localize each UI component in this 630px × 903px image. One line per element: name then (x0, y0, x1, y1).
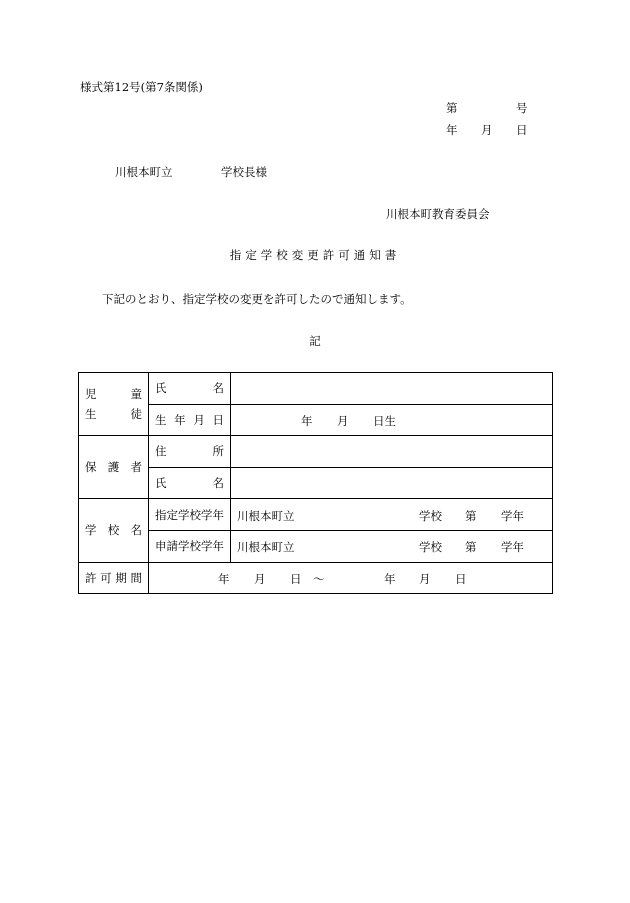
school-word: 学校 (419, 508, 442, 523)
document-number-suffix: 号 (516, 101, 528, 115)
grade-prefix: 第 (465, 508, 477, 523)
date-day: 日 (516, 123, 528, 137)
period-category-cell (79, 562, 149, 594)
guardian-name-label-cell (149, 467, 231, 499)
student-name-field[interactable] (231, 373, 553, 405)
period-label-char: 許 (85, 570, 97, 585)
ki-marker: 記 (309, 334, 321, 348)
date-year: 年 (446, 123, 458, 137)
period-start-month: 月 (254, 571, 266, 586)
town-label: 川根本町立 (237, 540, 295, 555)
birth-year-label: 年 (301, 413, 313, 428)
document-number-prefix: 第 (446, 101, 458, 115)
label-char: 日 (212, 412, 224, 427)
date-month: 月 (481, 123, 493, 137)
requested-school-label: 申請学校学年 (149, 530, 231, 562)
table-row (79, 467, 553, 499)
form-number: 様式第12号(第7条関係) (80, 80, 203, 94)
grade-suffix: 学年 (501, 540, 524, 555)
sender-name: 川根本町教育委員会 (386, 207, 490, 221)
birth-day-label: 日生 (373, 413, 396, 428)
label-char: 名 (212, 381, 224, 396)
designated-school-label: 指定学校学年 (149, 499, 231, 531)
guardian-address-field[interactable] (231, 436, 553, 468)
document-title: 指定学校変更許可通知書 (229, 248, 401, 262)
label-char: 所 (212, 444, 224, 459)
label-char: 氏 (155, 381, 167, 396)
period-label-char: 可 (100, 570, 112, 585)
label-char: 月 (193, 412, 205, 427)
requested-school-field[interactable] (231, 530, 553, 562)
designated-school-field[interactable] (231, 499, 553, 531)
period-end-day: 日 (455, 571, 467, 586)
table-row (79, 373, 553, 405)
birth-month-label: 月 (337, 413, 349, 428)
grade-suffix: 学年 (501, 508, 524, 523)
period-end-month: 月 (419, 571, 431, 586)
addressee-town: 川根本町立 (115, 165, 173, 179)
table-row (79, 436, 553, 468)
body-text: 下記のとおり、指定学校の変更を許可したので通知します。 (102, 292, 412, 306)
student-category-cell (79, 373, 149, 436)
birthdate-field[interactable] (231, 404, 553, 436)
label-char: 住 (155, 444, 167, 459)
school-word: 学校 (419, 540, 442, 555)
details-table (78, 372, 553, 594)
guardian-label-char: 者 (130, 460, 142, 475)
student-label-char: 徒 (130, 407, 142, 422)
period-tilde: ～ (313, 571, 325, 586)
student-label-char: 童 (130, 387, 142, 402)
address-label-cell (149, 436, 231, 468)
period-end-year: 年 (384, 571, 396, 586)
period-field[interactable] (149, 562, 553, 594)
label-char: 名 (212, 476, 224, 491)
guardian-label-char: 保 (85, 460, 97, 475)
grade-prefix: 第 (465, 540, 477, 555)
label-char: 年 (174, 412, 186, 427)
label-char: 生 (155, 412, 167, 427)
period-start-day: 日 (290, 571, 302, 586)
school-category-cell (79, 499, 149, 562)
label-char: 氏 (155, 476, 167, 491)
table-row (79, 562, 553, 594)
table-row (79, 499, 553, 531)
guardian-label-char: 護 (107, 460, 120, 475)
town-label: 川根本町立 (237, 508, 295, 523)
birthdate-label-cell (149, 404, 231, 436)
table-row (79, 404, 553, 436)
student-label-char: 生 (85, 407, 97, 422)
student-label-char: 児 (85, 387, 97, 402)
table-row (79, 530, 553, 562)
school-label-char: 学 (85, 523, 97, 538)
school-label-char: 名 (130, 523, 142, 538)
student-name-label-cell (149, 373, 231, 405)
guardian-name-field[interactable] (231, 467, 553, 499)
school-label-char: 校 (107, 523, 120, 538)
period-label-char: 期 (115, 570, 127, 585)
guardian-category-cell (79, 436, 149, 499)
period-start-year: 年 (218, 571, 230, 586)
addressee-principal: 学校長様 (221, 165, 267, 179)
period-label-char: 間 (130, 570, 142, 585)
